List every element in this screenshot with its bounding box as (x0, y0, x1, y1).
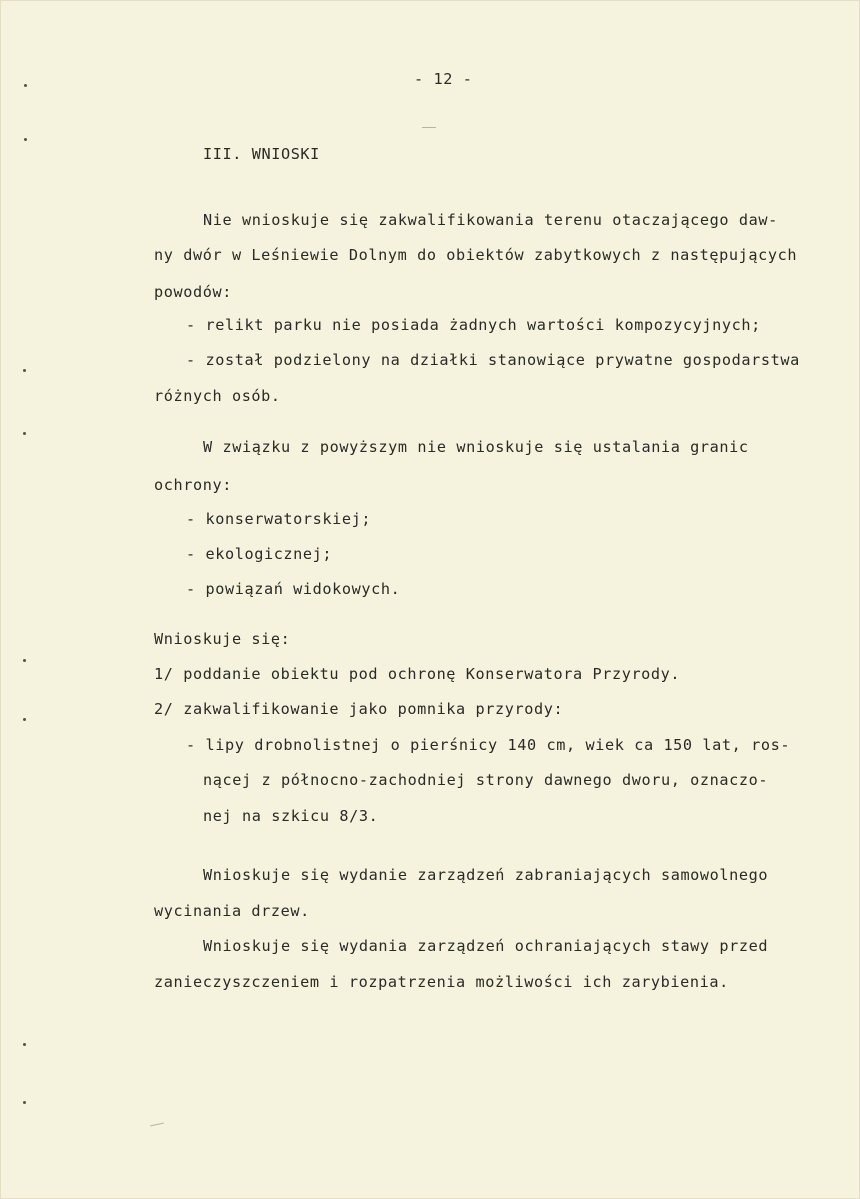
section-title: III. WNIOSKI (203, 145, 320, 163)
list-item: nącej z północno-zachodniej strony dawnego dworu, oznaczo- (203, 771, 769, 789)
list-item: - ekologicznej; (186, 545, 333, 563)
paper-scratch (422, 127, 436, 128)
paragraph-line: ochrony: (154, 476, 232, 494)
margin-mark (24, 138, 27, 141)
paragraph-line: powodów: (154, 283, 232, 301)
list-item: nej na szkicu 8/3. (203, 807, 379, 825)
margin-mark (23, 432, 26, 435)
paragraph-line: Nie wnioskuje się zakwalifikowania terenu otaczającego daw- (203, 211, 778, 229)
list-item: - powiązań widokowych. (186, 580, 401, 598)
page-number: - 12 - (414, 70, 473, 88)
proposals-heading: Wnioskuje się: (154, 630, 291, 648)
margin-mark (23, 1043, 26, 1046)
paragraph-line: Wnioskuje się wydanie zarządzeń zabraniających samowolnego (203, 866, 769, 884)
paragraph-line: W związku z powyższym nie wnioskuje się ustalania granic (203, 438, 749, 456)
list-item: 1/ poddanie obiektu pod ochronę Konserwatora Przyrody. (154, 665, 681, 683)
margin-mark (23, 718, 26, 721)
list-item: 2/ zakwalifikowanie jako pomnika przyrody: (154, 700, 564, 718)
margin-mark (23, 659, 26, 662)
list-item: - został podzielony na działki stanowiące prywatne gospodarstwa (186, 351, 800, 369)
paragraph-line: ny dwór w Leśniewie Dolnym do obiektów zabytkowych z następujących (154, 246, 798, 264)
margin-mark (23, 369, 26, 372)
paper-scratch (150, 1123, 164, 1127)
paragraph-line: zanieczyszczeniem i rozpatrzenia możliwości ich zarybienia. (154, 973, 729, 991)
margin-mark (23, 1101, 26, 1104)
margin-mark (24, 84, 27, 87)
list-item: - konserwatorskiej; (186, 510, 372, 528)
list-item: - lipy drobnolistnej o pierśnicy 140 cm, wiek ca 150 lat, ros- (186, 736, 791, 754)
paragraph-line: Wnioskuje się wydania zarządzeń ochraniających stawy przed (203, 937, 769, 955)
paragraph-line: wycinania drzew. (154, 902, 310, 920)
list-item: różnych osób. (154, 387, 281, 405)
list-item: - relikt parku nie posiada żadnych wartości kompozycyjnych; (186, 316, 761, 334)
